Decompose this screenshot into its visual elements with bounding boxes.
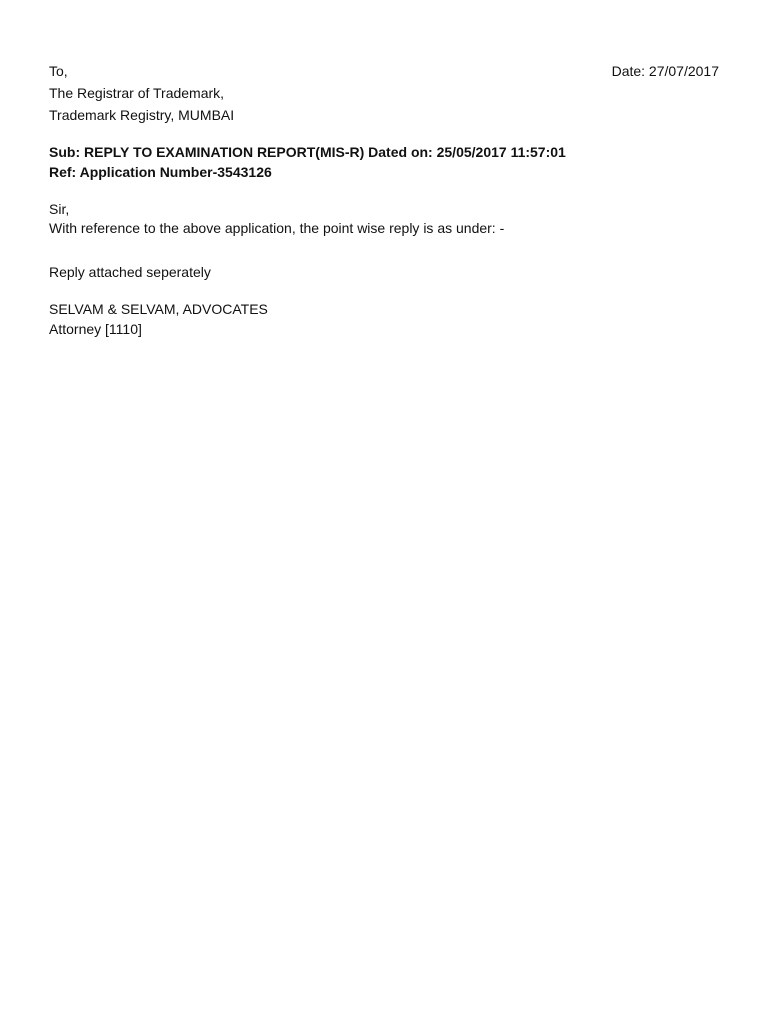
recipient-line-2: Trademark Registry, MUMBAI: [49, 107, 235, 123]
reply-text: Reply attached seperately: [49, 264, 211, 280]
signatory-role: Attorney [1110]: [49, 321, 142, 337]
reference-line: Ref: Application Number-3543126: [49, 164, 272, 180]
signatory-name: SELVAM & SELVAM, ADVOCATES: [49, 301, 268, 317]
letter-date: Date: 27/07/2017: [611, 63, 719, 79]
intro-paragraph: With reference to the above application, the point wise reply is as under: -: [49, 220, 505, 236]
greeting: Sir,: [49, 201, 70, 217]
to-label: To,: [49, 63, 68, 79]
recipient-line-1: The Registrar of Trademark,: [49, 85, 225, 101]
subject-line: Sub: REPLY TO EXAMINATION REPORT(MIS-R) Dated on: 25/05/2017 11:57:01: [49, 144, 566, 160]
